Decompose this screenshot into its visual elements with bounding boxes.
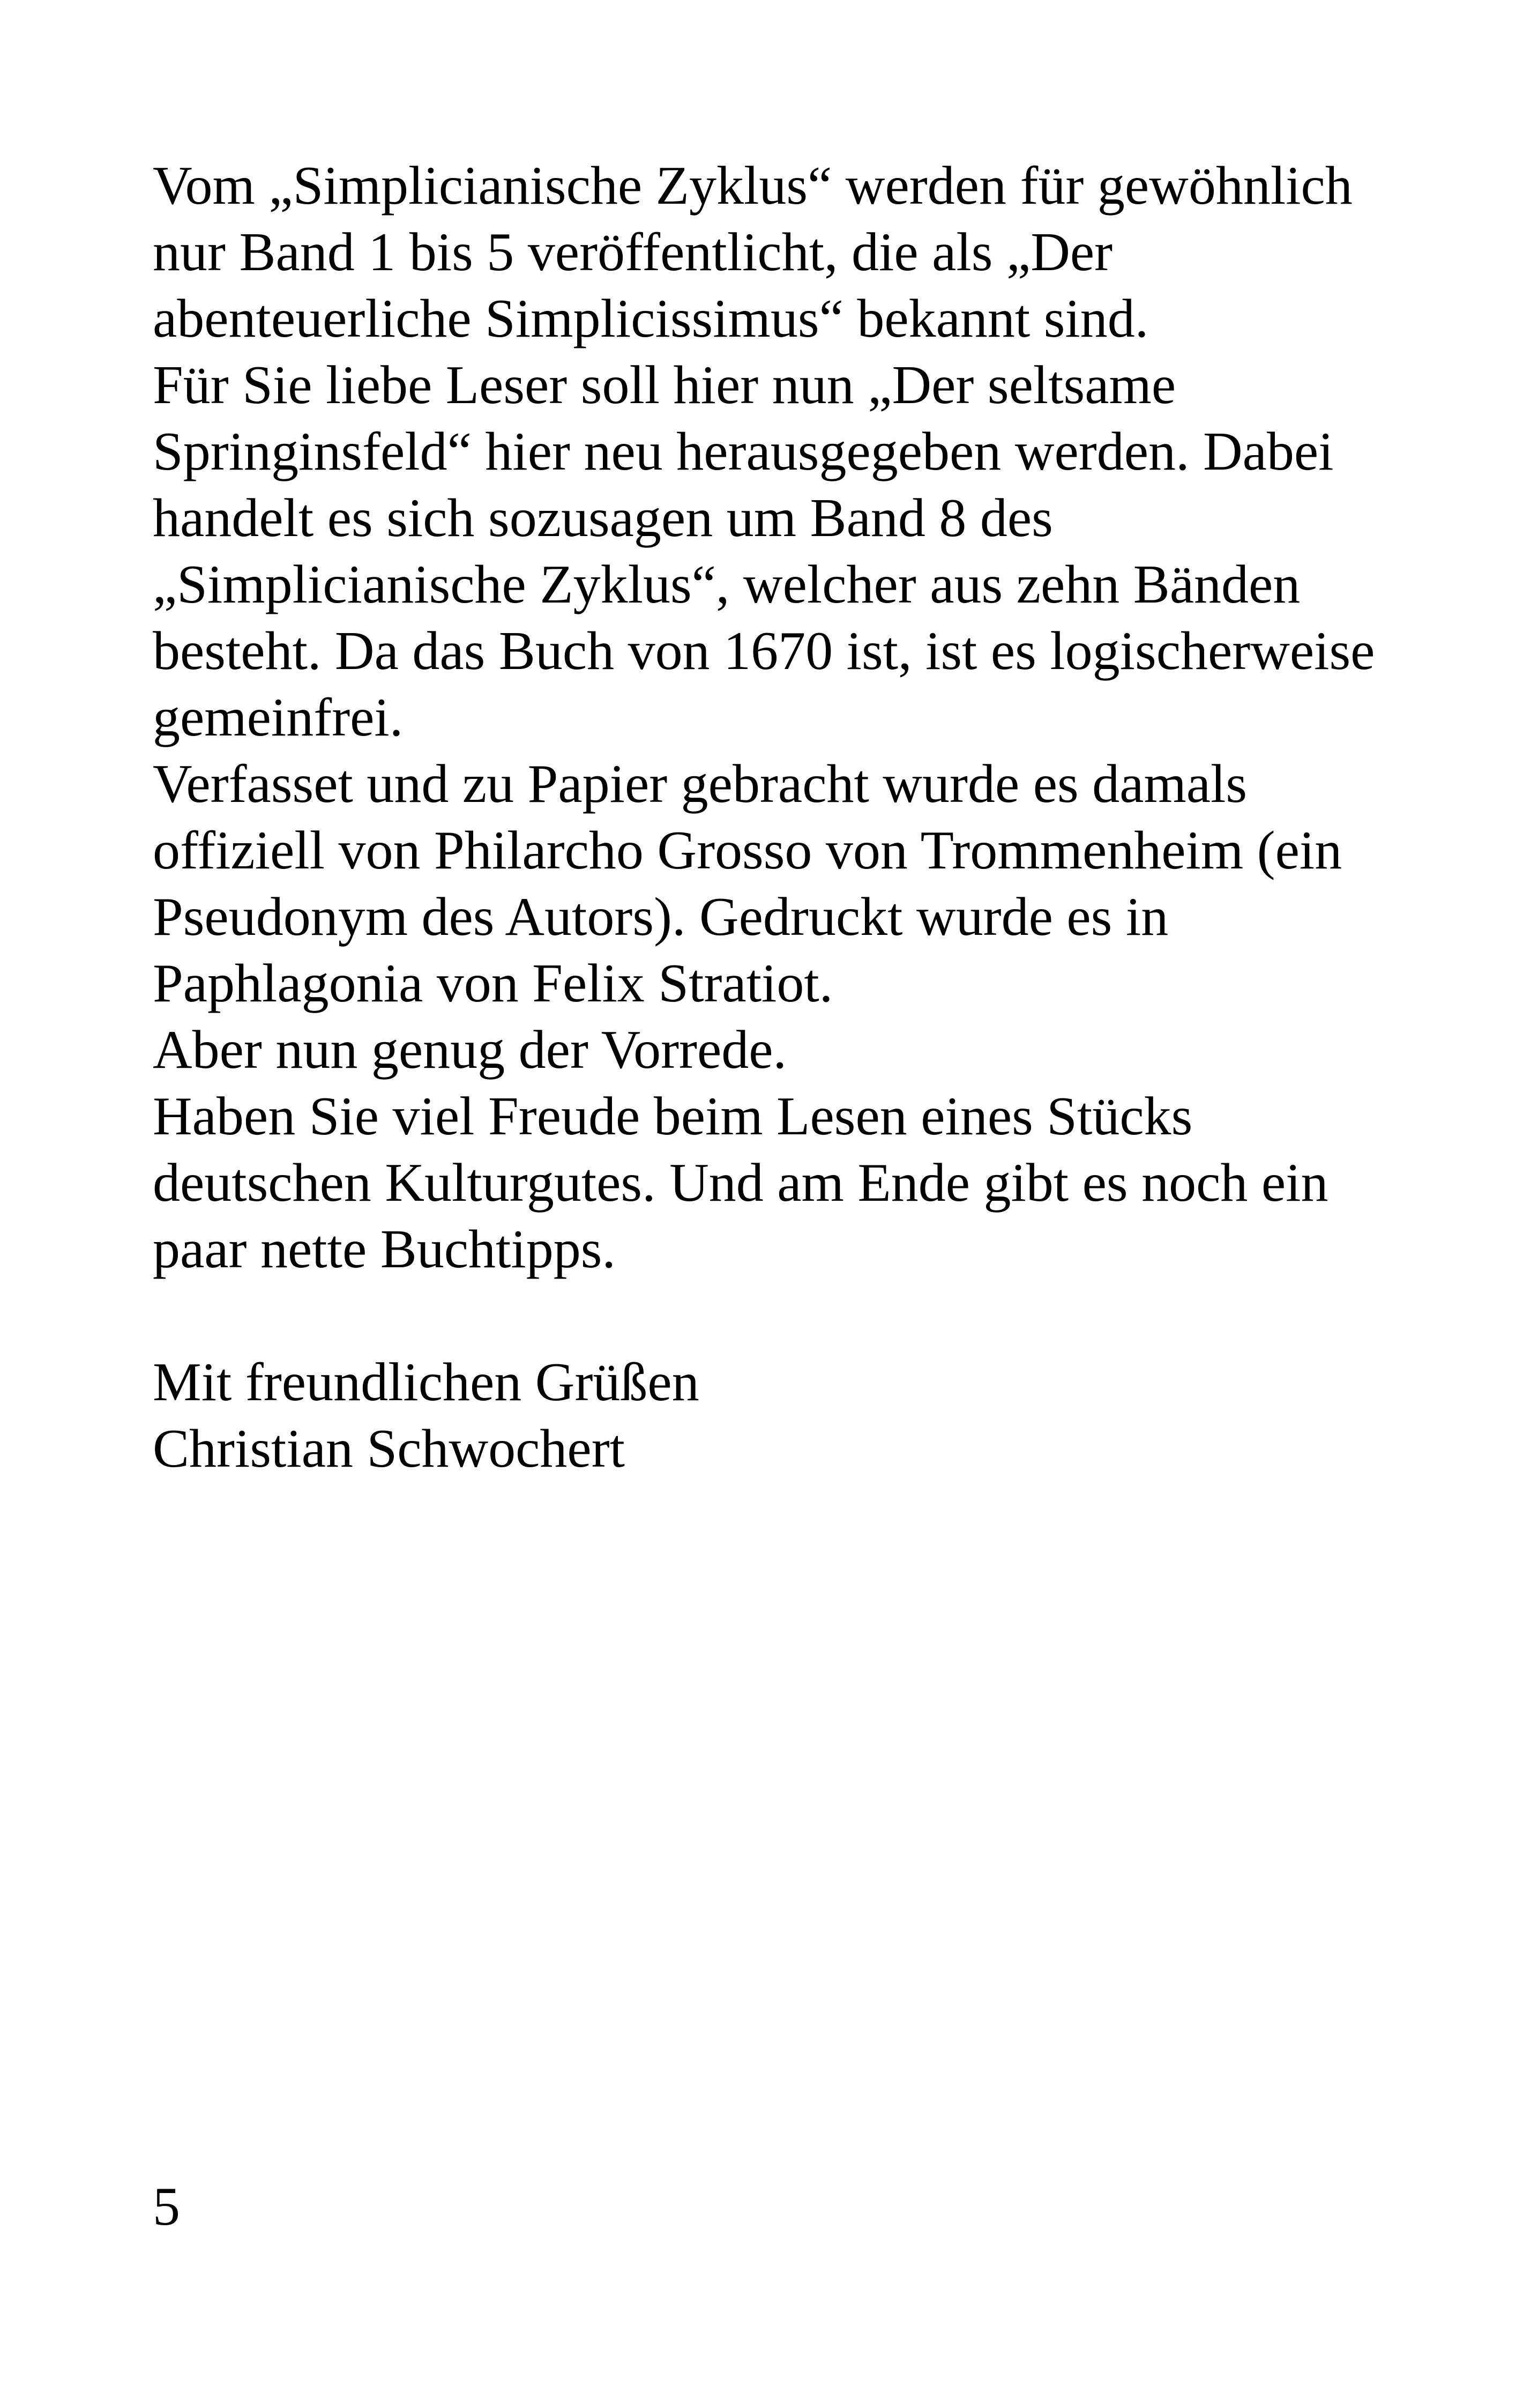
text-line: besteht. Da das Buch von 1670 ist, ist es logischerweise [153, 621, 1375, 681]
body-text [153, 153, 1428, 1482]
paragraph-spacer [153, 1283, 1428, 1349]
text-line: gemeinfrei. [153, 687, 404, 748]
text-line: paar nette Buchtipps. [153, 1219, 616, 1280]
text-line: offiziell von Philarcho Grosso von Trommenheim (ein [153, 820, 1342, 881]
text-line: nur Band 1 bis 5 veröffentlicht, die als „Der [153, 222, 1113, 283]
text-line: Verfasset und zu Papier gebracht wurde es damals [153, 754, 1248, 814]
text-line: Aber nun genug der Vorrede. [153, 1020, 787, 1080]
closing-signature: Christian Schwochert [153, 1418, 625, 1479]
text-line: Pseudonym des Autors). Gedruckt wurde es in [153, 887, 1169, 947]
text-line: abenteuerliche Simplicissimus“ bekannt sind. [153, 288, 1149, 349]
text-line: Springinsfeld“ hier neu herausgegeben werden. Dabei [153, 421, 1334, 482]
text-line: Für Sie liebe Leser soll hier nun „Der seltsame [153, 355, 1176, 415]
text-line: Haben Sie viel Freude beim Lesen eines Stücks [153, 1086, 1193, 1147]
closing-greeting: Mit freundlichen Grüßen [153, 1352, 699, 1413]
page-number: 5 [153, 2176, 180, 2237]
text-line: deutschen Kulturgutes. Und am Ende gibt es noch ein [153, 1153, 1328, 1213]
text-line: „Simplicianische Zyklus“, welcher aus zehn Bänden [153, 554, 1301, 615]
text-line: Paphlagonia von Felix Stratiot. [153, 953, 833, 1014]
text-line: Vom „Simplicianische Zyklus“ werden für gewöhnlich [153, 155, 1353, 216]
text-line: handelt es sich sozusagen um Band 8 des [153, 488, 1053, 548]
